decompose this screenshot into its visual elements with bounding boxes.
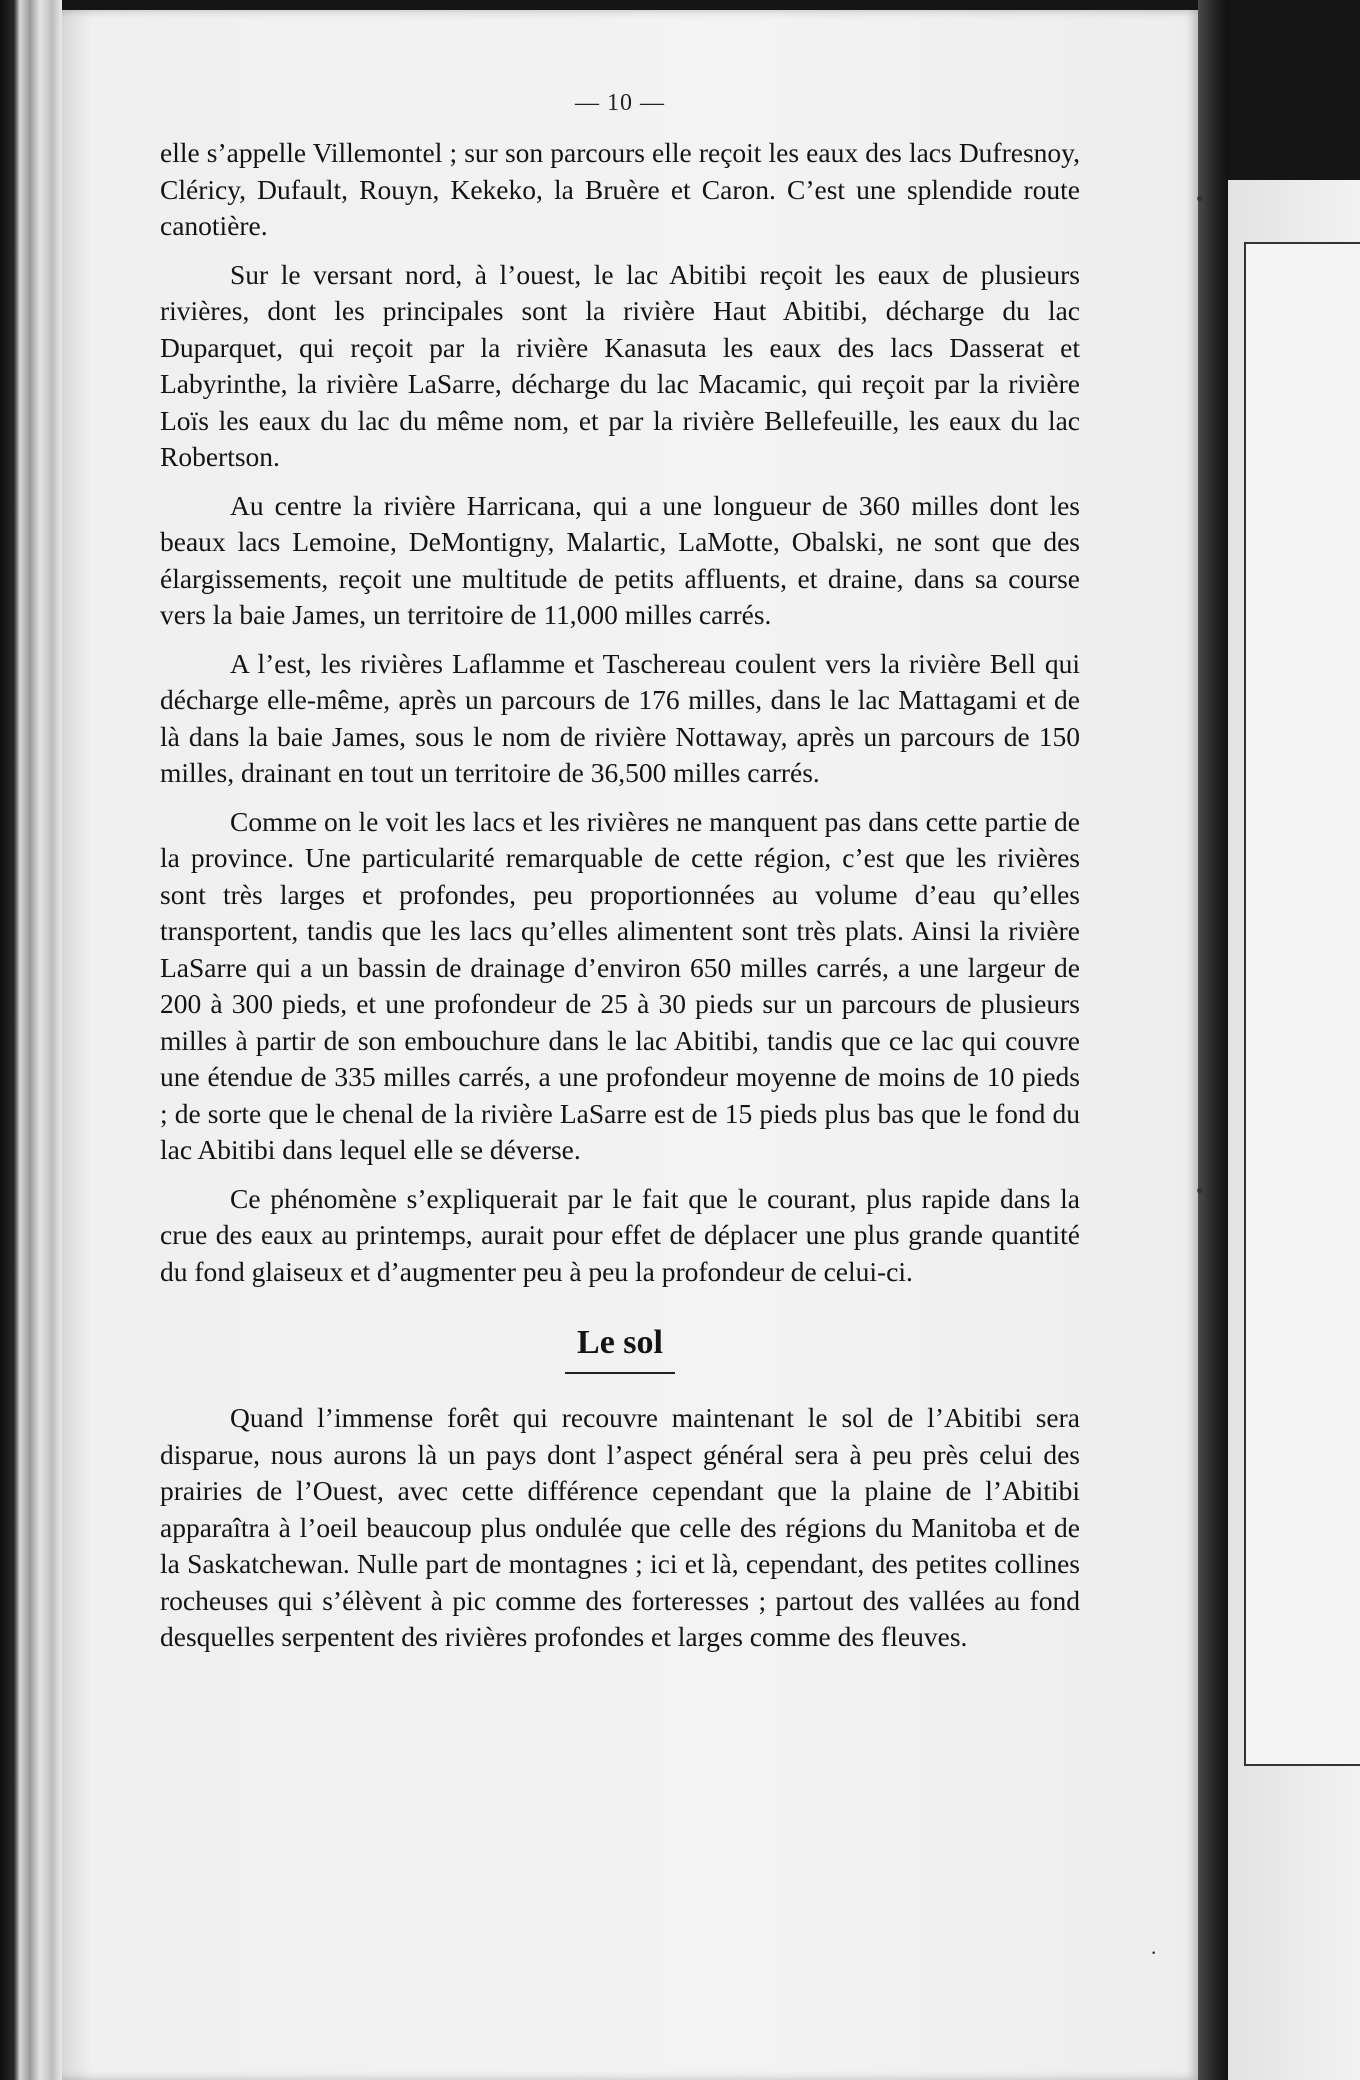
section-heading: Le sol [577,1324,663,1361]
paragraph: Sur le versant nord, à l’ouest, le lac Abitibi reçoit les eaux de plusieurs rivières, dont les principales sont la rivière Haut Abitibi, décharge du lac Duparquet, qui reçoit par la rivière Kanasuta les eaux des lacs Dasserat et Labyrinthe, la rivière LaSarre, décharge du lac Macamic, qui reçoit par la rivière Loïs les eaux du lac du même nom, et par la rivière Bellefeuille, les eaux du lac Robertson. [160,258,1080,472]
paragraph: Comme on le voit les lacs et les rivières ne manquent pas dans cette partie de la province. Une particularité remarquable de cette région, c’est que les rivières sont très larges et profondes, peu proportionnées au volume d’eau qu’elles transportent, tandis que les lacs qu’elles alimentent sont très plats. Ainsi la rivière LaSarre qui a un bassin de drainage d’environ 650 milles carrés, a une largeur de 200 à 300 pieds, et une profondeur de 25 à 30 pieds sur un parcours de plusieurs milles à partir de son embouchure dans le lac Abitibi, tandis que ce lac qui couvre une étendue de 335 milles carrés, a une profondeur moyenne de moins de 10 pieds ; de sorte que le chenal de la rivière LaSarre est de 15 pieds plus bas que le fond du lac Abitibi dans lequel elle se déverse. [160,805,1080,1165]
paragraph: Quand l’immense forêt qui recouvre maintenant le sol de l’Abitibi sera disparue, nous aurons là un pays dont l’aspect général sera à peu près celui des prairies de l’Ouest, avec cette différence cependant que la plaine de l’Abitibi apparaîtra à l’oeil beaucoup plus ondulée que celle des régions du Manitoba et de la Saskatchewan. Nulle part de montagnes ; ici et là, cependant, des petites collines rocheuses qui s’élèvent à pic comme des forteresses ; partout des vallées au fond desquelles serpentent des rivières profondes et larges comme des fleuves. [160,1402,1080,1652]
paragraph: elle s’appelle Villemontel ; sur son parcours elle reçoit les eaux des lacs Dufresnoy, Cléricy, Dufault, Rouyn, Kekeko, la Bruère et Caron. C’est une splendide route canotière. [160,137,1080,241]
margin-dot: · [1150,1940,1158,1965]
page-number: — 10 — [575,90,665,116]
paragraph: Ce phénomène s’expliquerait par le fait que le courant, plus rapide dans la crue des eaux au printemps, aurait pour effet de déplacer une plus grande quantité du fond glaiseux et d’augmenter peu à peu la profondeur de celui-ci. [160,1182,1080,1287]
margin-dot: • [1196,186,1204,211]
heading-rule [565,1372,675,1374]
facing-page-frame [1244,242,1360,1766]
paragraph: A l’est, les rivières Laflamme et Taschereau coulent vers la rivière Bell qui décharge elle-même, après un parcours de 176 milles, dans le lac Mattagami et de là dans la baie James, sous le nom de rivière Nottaway, après un parcours de 150 milles, drainant en tout un territoire de 36,500 milles carrés. [160,647,1080,788]
page-text-column [160,90,1080,1668]
margin-dot: • [1196,1178,1204,1203]
book-spine [1198,0,1228,2080]
book-page-edges [0,0,62,2080]
paragraph: Au centre la rivière Harricana, qui a une longueur de 360 milles dont les beaux lacs Lemoine, DeMontigny, Malartic, LaMotte, Obalski, ne sont que des élargissements, reçoit une multitude de petits affluents, et draine, dans sa course vers la baie James, un territoire de 11,000 milles carrés. [160,489,1080,630]
